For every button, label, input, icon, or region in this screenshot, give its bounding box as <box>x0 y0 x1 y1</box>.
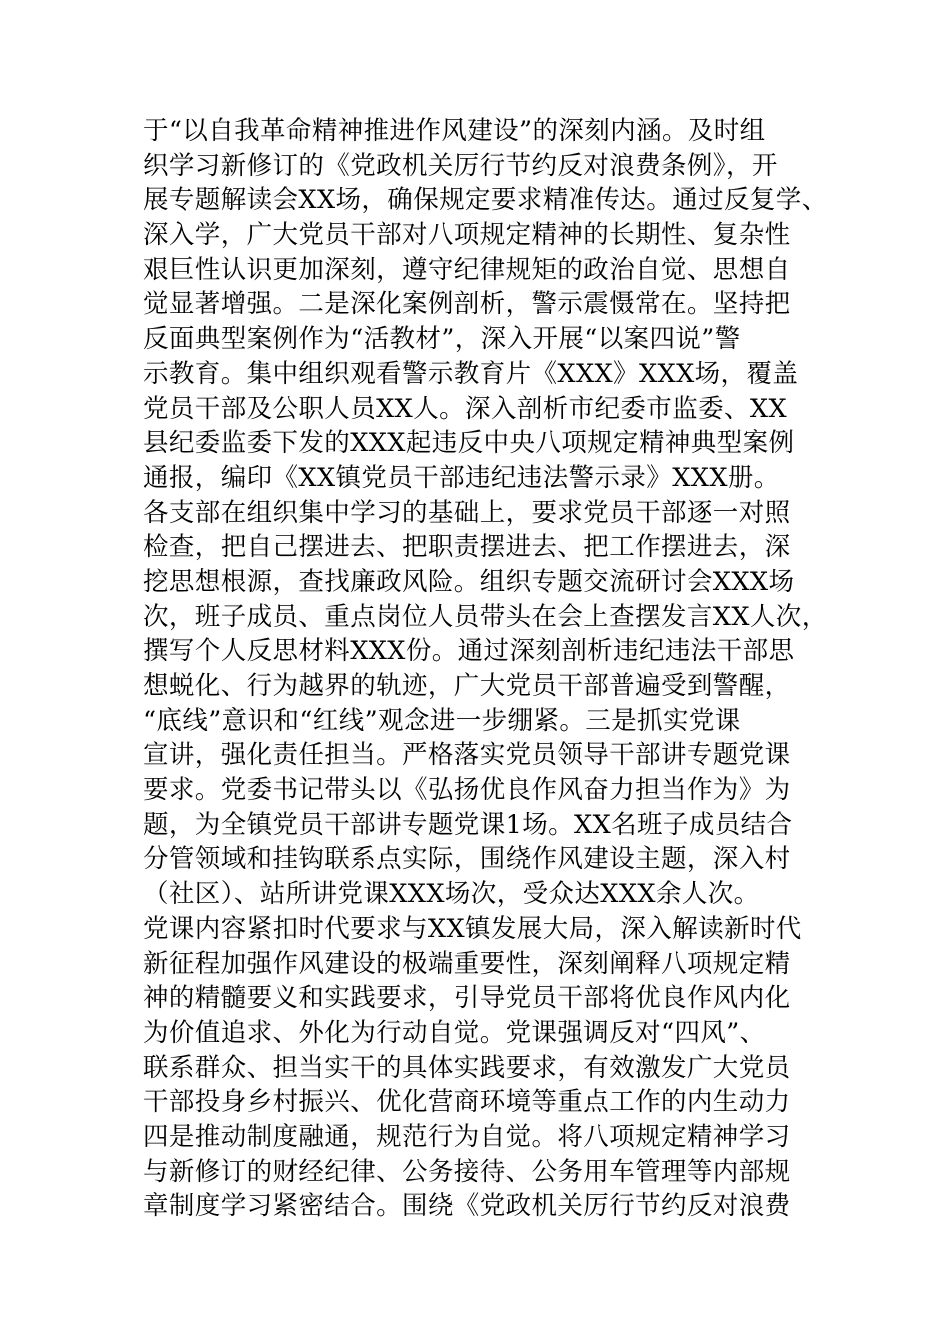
text-line: 党课内容紧扣时代要求与XX镇发展大局，深入解读新时代 <box>143 913 802 944</box>
text-line: 县纪委监委下发的XXX起违反中央八项规定精神典型案例 <box>143 428 795 459</box>
text-line: 于“以自我革命精神推进作风建设”的深刻内涵。及时组 <box>143 116 766 146</box>
text-line: 撰写个人反思材料XXX份。通过深刻剖析违纪违法干部思 <box>143 636 795 667</box>
text-line: 展专题解读会XX场，确保规定要求精准传达。通过反复学、 <box>143 185 828 216</box>
text-line: “底线”意识和“红线”观念进一步绷紧。三是抓实党课 <box>143 705 741 736</box>
text-line: 党员干部及公职人员XX人。深入剖析市纪委市监委、XX <box>143 393 788 424</box>
text-line: 干部投身乡村振兴、优化营商环境等重点工作的内生动力 <box>143 1087 791 1118</box>
text-line: 与新修订的财经纪律、公务接待、公务用车管理等内部规 <box>143 1156 791 1187</box>
text-line: 通报，编印《XX镇党员干部违纪违法警示录》XXX册。 <box>143 462 780 493</box>
text-line: 分管领域和挂钩联系点实际，围绕作风建设主题，深入村 <box>143 844 791 875</box>
text-line: 神的精髓要义和实践要求，引导党员干部将优良作风内化 <box>143 983 791 1014</box>
text-line: 四是推动制度融通，规范行为自觉。将八项规定精神学习 <box>143 1121 791 1152</box>
text-line: 新征程加强作风建设的极端重要性，深刻阐释八项规定精 <box>143 948 791 979</box>
body-text <box>143 114 833 1224</box>
text-line: （社区）、站所讲党课XXX场次，受众达XXX余人次。 <box>143 879 760 910</box>
text-line: 章制度学习紧密结合。围绕《党政机关厉行节约反对浪费 <box>143 1191 791 1222</box>
text-line: 想蜕化、行为越界的轨迹，广大党员干部普遍受到警醒， <box>143 671 791 701</box>
text-line: 题，为全镇党员干部讲专题党课1场。XX名班子成员结合 <box>143 809 793 840</box>
text-line: 宣讲，强化责任担当。严格落实党员领导干部讲专题党课 <box>143 740 791 771</box>
text-line: 挖思想根源，查找廉政风险。组织专题交流研讨会XXX场 <box>143 566 795 597</box>
text-line: 要求。党委书记带头以《弘扬优良作风奋力担当作为》为 <box>143 775 791 806</box>
text-line: 各支部在组织集中学习的基础上，要求党员干部逐一对照 <box>143 497 791 528</box>
text-line: 深入学，广大党员干部对八项规定精神的长期性、复杂性 <box>143 220 791 251</box>
text-line: 次，班子成员、重点岗位人员带头在会上查摆发言XX人次， <box>143 601 828 632</box>
text-line: 为价值追求、外化为行动自觉。党课强调反对“四风”、 <box>143 1017 766 1048</box>
text-line: 觉显著增强。二是深化案例剖析，警示震慑常在。坚持把 <box>143 289 791 320</box>
text-line: 联系群众、担当实干的具体实践要求，有效激发广大党员 <box>143 1052 791 1083</box>
text-line: 示教育。集中组织观看警示教育片《XXX》XXX场，覆盖 <box>143 358 799 389</box>
text-line: 检查，把自己摆进去、把职责摆进去、把工作摆进去，深 <box>143 532 791 563</box>
text-line: 反面典型案例作为“活教材”，深入开展“以案四说”警 <box>143 324 741 355</box>
text-line: 艰巨性认识更加深刻，遵守纪律规矩的政治自觉、思想自 <box>143 254 791 285</box>
text-line: 织学习新修订的《党政机关厉行节约反对浪费条例》，开 <box>143 150 778 181</box>
